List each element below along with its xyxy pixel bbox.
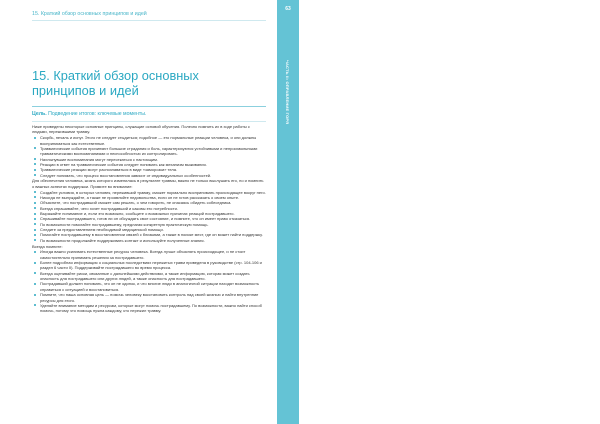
bullet-icon: [34, 251, 36, 253]
bullet-icon: [34, 304, 36, 306]
list-item: Создайте условия, в которых человек, переживший травму, сможет нормально воспринимать происходящее вокруг него.: [32, 190, 266, 195]
list-item: Следите за предоставлением необходимой медицинской помощи.: [32, 227, 266, 232]
bullet-icon: [34, 158, 36, 160]
body-content: [32, 124, 266, 314]
goal-line: [32, 111, 266, 117]
list-item: Реакции в ответ на травматические события следует понимать как механизм выживания.: [32, 162, 266, 167]
bullet-icon: [34, 283, 36, 285]
bullet-icon: [34, 213, 36, 215]
list-item: Никогда не вынуждайте, а также не проявляйте недовольства, если он не готов рассказать о своем опыте.: [32, 195, 266, 200]
header-divider: [32, 20, 266, 21]
bullet-icon: [34, 262, 36, 264]
bullet-icon: [34, 239, 36, 241]
bullet-icon: [34, 223, 36, 225]
list-item: Всегда спрашивайте, чего хочет пострадавший и каковы его потребности.: [32, 206, 266, 211]
list-item: Следует понимать, что процесс восстановления зависит от индивидуальных особенностей.: [32, 173, 266, 178]
list-item: Спрашивайте пострадавшего, готов ли он обсуждать свое состояние, и помните, что он имеет право отказаться.: [32, 216, 266, 221]
bullet-icon: [34, 207, 36, 209]
intro-paragraph: Ниже приведены некоторые основные принципы, служащие основой обучения. Полезно помнить их в ходе работы с людьми, пережившими травму.: [32, 124, 250, 135]
side-tab-label-container: [283, 60, 293, 140]
list-item: Травматические события причиняют большие страдания и боль, характеризуются устойчивыми и непроизвольными травматическими воспоминаниями и неспособностью их контролировать.: [32, 146, 266, 157]
list-item: Выражайте понимание и, если это возможно, сообщите о возможных причинах реакций пострадавшего.: [32, 211, 266, 216]
list-item: Помните, что наша основная цель — помочь человеку восстановить контроль над своей жизнью и найти внутренние ресурсы для этого.: [32, 292, 266, 303]
bullet-icon: [34, 191, 36, 193]
goal-text: Подведение итогов: ключевые моменты.: [48, 111, 147, 117]
bullet-icon: [34, 234, 36, 236]
list-item: Всегда оценивайте риски, связанные с дальнейшими действиями, а также информацию, которая может создать опасность для пострадавшего или других людей, а также опасность для пострадавшего.: [32, 271, 266, 282]
title-divider: [32, 106, 266, 107]
bullet-icon: [34, 294, 36, 296]
bullet-icon: [34, 147, 36, 149]
bullet-icon: [34, 174, 36, 176]
list-item: Объясните, что пострадавший сможет сам решать, о чем говорить, не опасаясь обидеть собеседника.: [32, 200, 266, 205]
bullet-icon: [34, 229, 36, 231]
bullet-icon: [34, 196, 36, 198]
goal-label: Цель.: [32, 111, 47, 117]
side-tab-label: ЧАСТЬ II: ОПРАВЛЕНИЕ ГОРЯ: [285, 60, 290, 125]
list-item: Травматические реакции могут распознаваться в виде «заморозки» тела.: [32, 167, 266, 172]
bullet-icon: [34, 218, 36, 220]
bullet-icon: [34, 137, 36, 139]
list-item: Иногда важно усиливать естественные ресурсы человека. Всегда лучше объяснять происходящее, и не стоит самостоятельно принимать решения за пострадавшего.: [32, 249, 266, 260]
list-item: Уделяйте внимание методам и ресурсам, которые могут помочь пострадавшему. По возможности, важно найти способ помочь, потому что помощь нужна каждому, кто пережил травму.: [32, 303, 266, 314]
support-paragraph: Для обеспечения человека, жизнь которого изменилась в результате травмы, важно не только выслушать его, но и помнить о важных аспектах поддержки. Примите во внимание:: [32, 178, 264, 189]
list-item: Пострадавший должен понимать, что он не одинок, и что многие люди в аналогичной ситуации находят возможность справиться с ситуацией и восстановиться.: [32, 281, 266, 292]
bullet-icon: [34, 163, 36, 165]
list-item: Более подробная информация о социальных последствиях пережитых травм приведена в руководстве (стр. 104-106 и раздел 6 части II). Поддерживайте пострадавшего во время процесса.: [32, 260, 266, 271]
list-item: По возможности помогайте пострадавшему, предлагая конкретную практическую помощь.: [32, 222, 266, 227]
page-title: 15. Краткий обзор основных принципов и идей: [32, 68, 199, 98]
running-title: 15. Краткий обзор основных принципов и идей: [32, 11, 147, 17]
remember-paragraph: Всегда помните:: [32, 243, 63, 249]
list-item: Помогайте пострадавшему в восстановлении связей с близкими, а также в поиске мест, где он может найти поддержку.: [32, 232, 266, 237]
support-list: [32, 190, 266, 243]
goal-divider: [32, 121, 266, 122]
bullet-icon: [34, 202, 36, 204]
list-item: По возможности продолжайте поддерживать контакт и используйте полученные знания.: [32, 238, 266, 243]
bullet-icon: [34, 169, 36, 171]
list-item: Нахлынувшие воспоминания могут пересекаться с настоящим.: [32, 157, 266, 162]
page-number: 63: [285, 6, 291, 12]
remember-list: [32, 249, 266, 313]
list-item: Скорбь, печаль и испуг. Этого не следует стыдиться; подобное — это нормальные реакции человека, и они должны восприниматься как естественные.: [32, 135, 266, 146]
bullet-icon: [34, 272, 36, 274]
principles-list: [32, 135, 266, 178]
